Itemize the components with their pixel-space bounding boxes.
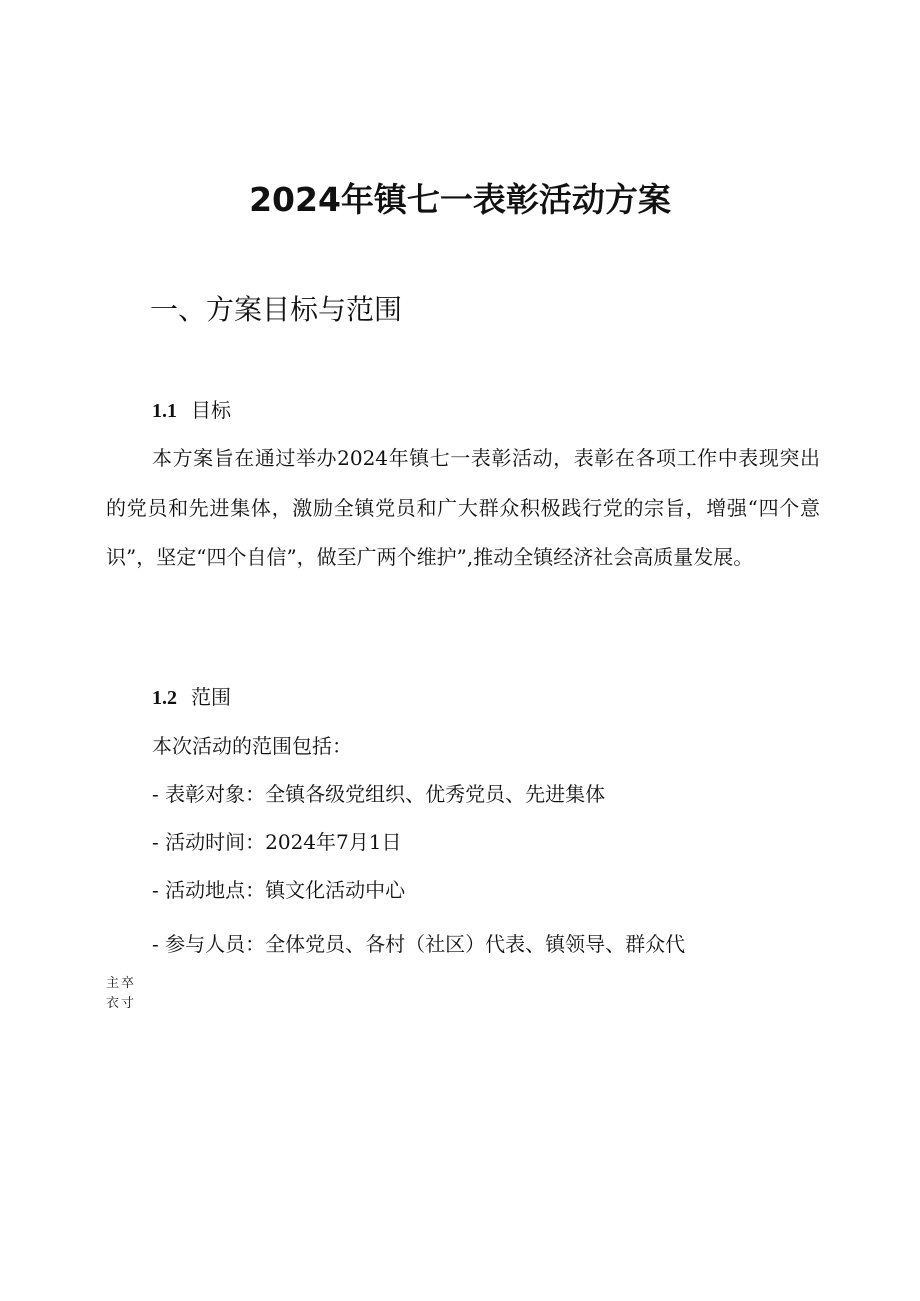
list-item: - 活动时间：2024年7月1日 [152, 830, 402, 854]
subsection-number: 1.2 [152, 687, 177, 709]
subsection-number: 1.1 [152, 400, 177, 422]
list-item: - 表彰对象：全镇各级党组织、优秀党员、先进集体 [152, 782, 606, 806]
subsection-label: 范围 [191, 685, 231, 709]
list-item: - 活动地点：镇文化活动中心 [152, 878, 406, 902]
goal-paragraph: 本方案旨在通过举办2024年镇七一表彰活动，表彰在各项工作中表现突出的党员和先进集体，激励全镇党员和广大群众积极践行党的宗旨，增强“四个意识”，坚定“四个自信”，做至广两个维护”,推动全镇经济社会高质量发展。 [106, 446, 820, 569]
subsection-heading-scope [152, 682, 231, 713]
list-item: - 参与人员：全体党员、各村（社区）代表、镇领导、群众代 [152, 932, 686, 956]
section-heading: 一、方案目标与范围 [150, 293, 403, 326]
footnote-line: 衣寸 [106, 996, 137, 1011]
scope-intro: 本次活动的范围包括： [152, 734, 352, 758]
document-title: 2024年镇七一表彰活动方案 [249, 180, 671, 219]
subsection-label: 目标 [191, 398, 231, 422]
subsection-heading-goal [152, 395, 231, 426]
page-footnote [106, 974, 136, 1014]
footnote-line: 主卒 [106, 976, 137, 991]
